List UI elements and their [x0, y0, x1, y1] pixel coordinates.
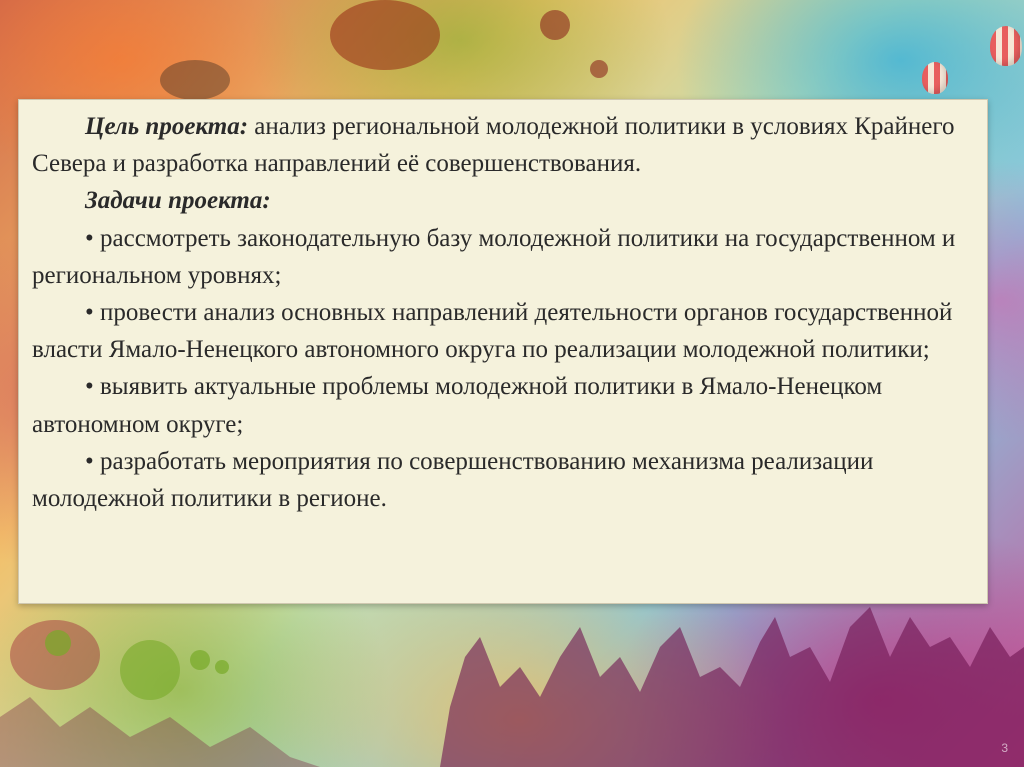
task-item: • разработать мероприятия по совершенствованию механизма реализации молодежной политики в регионе. [32, 447, 874, 513]
task-item: • рассмотреть законодательную базу молодежной политики на государственном и региональном уровнях; [32, 224, 956, 289]
goal-heading: Цель проекта: [85, 113, 249, 140]
content-panel [18, 99, 988, 604]
hot-air-balloon-icon [922, 62, 948, 94]
page-number: 3 [1001, 741, 1008, 755]
task-item: • выявить актуальные проблемы молодежной политики в Ямало-Ненецком автономном округе; [32, 373, 883, 438]
goal-text: анализ региональной молодежной политики в условиях Крайнего Севера и разработка направлений её совершенствования. [32, 113, 955, 178]
hot-air-balloon-icon [990, 26, 1022, 66]
project-goal [32, 108, 971, 182]
crowd-silhouette [0, 597, 1024, 767]
tasks-heading: Задачи проекта: [85, 187, 271, 215]
task-item: • провести анализ основных направлений деятельности органов государственной власти Ямало-Ненецкого автономного округа по реализации молодежной политики; [32, 299, 953, 364]
